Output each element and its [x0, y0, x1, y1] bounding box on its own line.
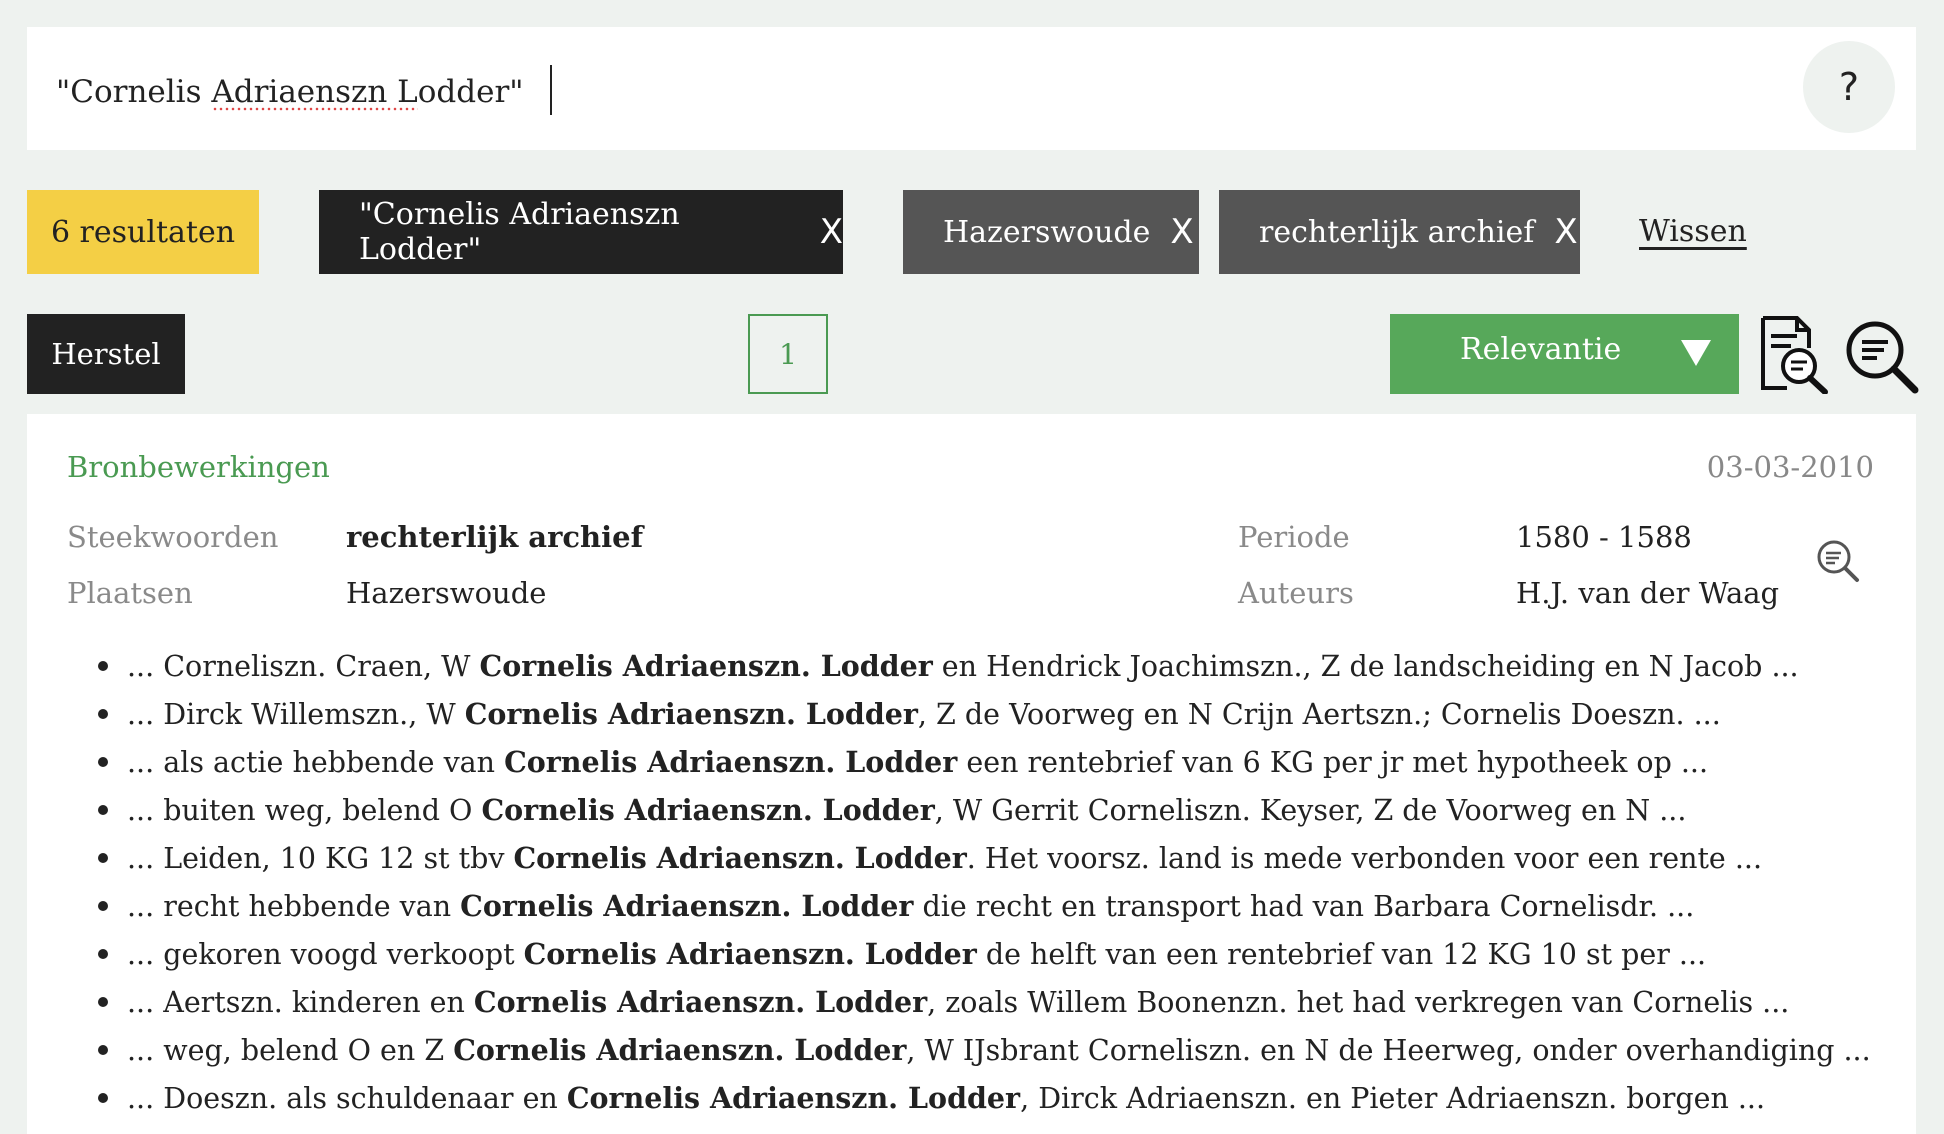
help-button[interactable]: ? [1803, 41, 1895, 133]
snippet-item: ... weg, belend O en Z Cornelis Adriaenszn. Lodder, W IJsbrant Corneliszn. en N de Heerweg, onder overhandiging ... [67, 1026, 1871, 1074]
remove-filter-icon[interactable]: X [1170, 212, 1194, 252]
snippet-highlight: Cornelis Adriaenszn. Lodder [473, 985, 928, 1019]
snippet-highlight: Cornelis Adriaenszn. Lodder [523, 937, 977, 971]
snippet-item: ... Doeszn. als schuldenaar en Cornelis Adriaenszn. Lodder, Dirck Adriaenszn. en Pieter Adriaenszn. borgen ... [67, 1074, 1871, 1122]
places-label: Plaatsen [67, 576, 193, 610]
search-list-icon[interactable] [1843, 318, 1921, 396]
filter-chip-query [319, 190, 843, 274]
snippet-highlight: Cornelis Adriaenszn. Lodder [504, 745, 958, 779]
filter-chip-label: "Cornelis Adriaenszn Lodder" [359, 197, 680, 267]
results-count-badge [27, 190, 259, 274]
results-count-label: 6 resultaten [50, 214, 236, 250]
snippet-item: ... recht hebbende van Cornelis Adriaenszn. Lodder die recht en transport had van Barbara Cornelisdr. ... [67, 882, 1871, 930]
keywords-value: rechterlijk archief [346, 520, 644, 554]
sort-select-label: Relevantie [1460, 332, 1622, 367]
document-search-icon[interactable] [1757, 314, 1829, 394]
result-type[interactable]: Bronbewerkingen [67, 450, 330, 484]
snippet-highlight: Cornelis Adriaenszn. Lodder [453, 1033, 907, 1067]
zoom-details-icon[interactable] [1815, 538, 1861, 584]
page-1-button[interactable]: 1 [748, 314, 828, 394]
snippet-item: ... als actie hebbende van Cornelis Adriaenszn. Lodder een rentebrief van 6 KG per jr met hypotheek op ... [67, 738, 1871, 786]
snippet-item: ... Aertszn. kinderen en Cornelis Adriaenszn. Lodder, zoals Willem Boonenzn. het had verkregen van Cornelis ... [67, 978, 1871, 1026]
result-card [27, 414, 1916, 1134]
snippet-item: ... gekoren voogd verkoopt Cornelis Adriaenszn. Lodder de helft van een rentebrief van 12 KG 10 st per ... [67, 930, 1871, 978]
snippet-highlight: Cornelis Adriaenszn. Lodder [481, 793, 935, 827]
dropdown-arrow-icon [1681, 340, 1711, 366]
snippet-list [67, 642, 1871, 1122]
authors-value: H.J. van der Waag [1516, 576, 1780, 610]
sort-select[interactable] [1390, 314, 1739, 394]
snippet-highlight: Cornelis Adriaenszn. Lodder [513, 841, 967, 875]
filter-chip-label: Hazerswoude [943, 214, 1151, 250]
remove-filter-icon[interactable]: X [819, 212, 843, 252]
authors-label: Auteurs [1238, 576, 1354, 610]
text-caret [550, 65, 552, 115]
filter-chip-keyword [1219, 190, 1580, 274]
keywords-label: Steekwoorden [67, 520, 279, 554]
spellcheck-underline [212, 107, 418, 111]
search-bar [27, 27, 1916, 150]
snippet-item: ... Corneliszn. Craen, W Cornelis Adriaenszn. Lodder en Hendrick Joachimszn., Z de landscheiding en N Jacob ... [67, 642, 1871, 690]
snippet-item: ... Dirck Willemszn., W Cornelis Adriaenszn. Lodder, Z de Voorweg en N Crijn Aertszn.; Cornelis Doeszn. ... [67, 690, 1871, 738]
filter-chip-place [903, 190, 1199, 274]
snippet-highlight: Cornelis Adriaenszn. Lodder [460, 889, 914, 923]
snippet-highlight: Cornelis Adriaenszn. Lodder [464, 697, 918, 731]
snippet-highlight: Cornelis Adriaenszn. Lodder [566, 1081, 1021, 1115]
filter-chip-label: rechterlijk archief [1259, 214, 1535, 250]
clear-filters-link[interactable]: Wissen [1639, 214, 1747, 249]
places-value: Hazerswoude [346, 576, 547, 610]
snippet-item: ... Leiden, 10 KG 12 st tbv Cornelis Adriaenszn. Lodder. Het voorsz. land is mede verbonden voor een rente ... [67, 834, 1871, 882]
reset-button[interactable]: Herstel [27, 314, 185, 394]
snippet-highlight: Cornelis Adriaenszn. Lodder [479, 649, 933, 683]
snippet-item: ... buiten weg, belend O Cornelis Adriaenszn. Lodder, W Gerrit Corneliszn. Keyser, Z de Voorweg en N ... [67, 786, 1871, 834]
period-value: 1580 - 1588 [1516, 520, 1692, 554]
period-label: Periode [1238, 520, 1350, 554]
remove-filter-icon[interactable]: X [1554, 212, 1578, 252]
result-date: 03-03-2010 [1706, 450, 1874, 484]
